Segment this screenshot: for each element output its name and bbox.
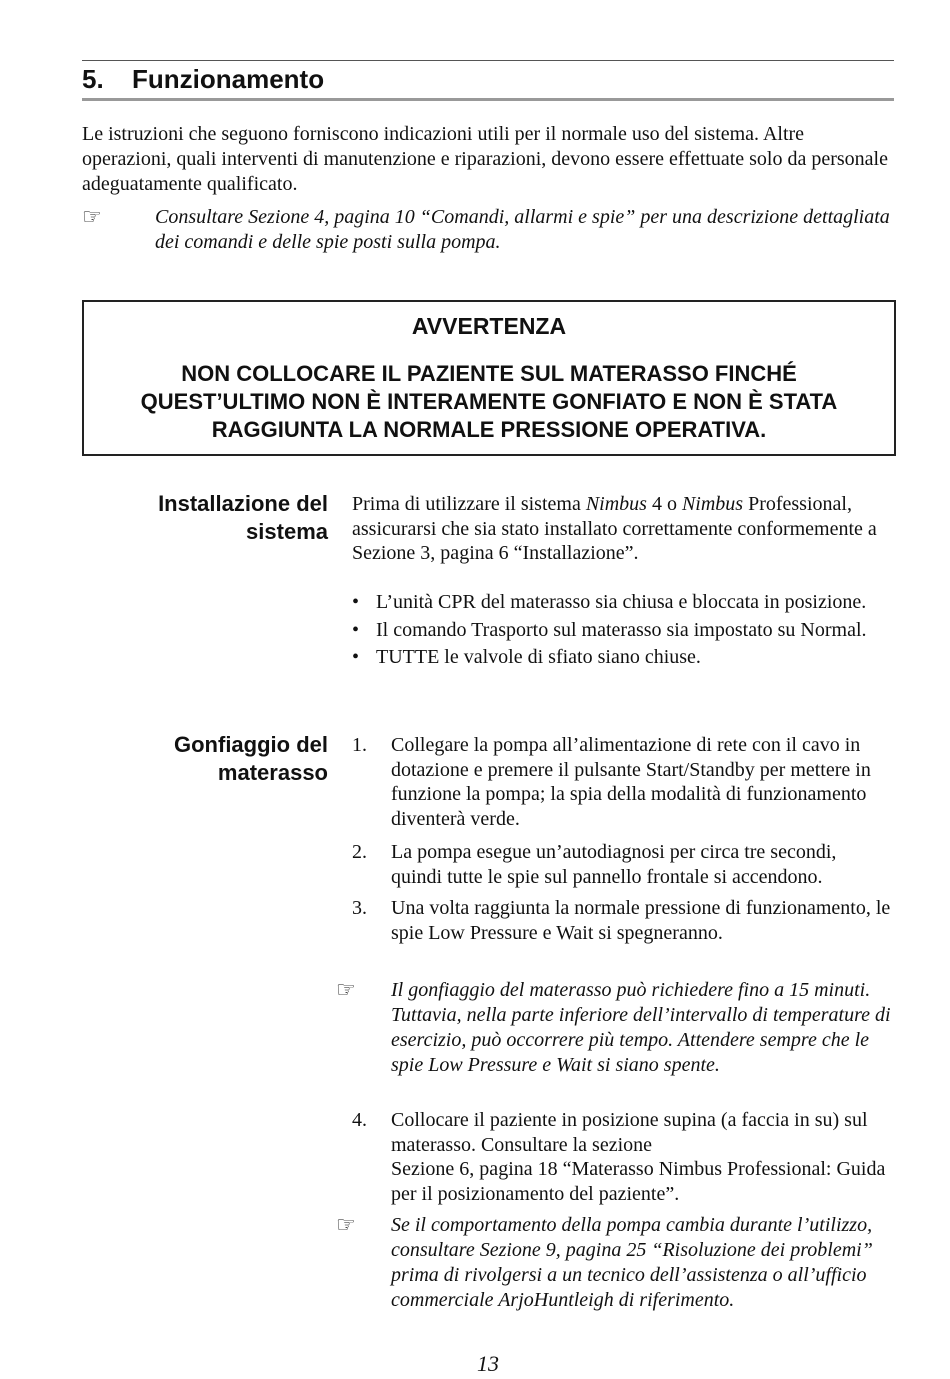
installation-paragraph xyxy=(352,492,892,566)
step-text xyxy=(391,1108,892,1206)
text-run: Professional, assicurarsi che sia stato installato correttamente conformemente a xyxy=(352,493,877,540)
list-item-text: Il comando Trasporto sul materasso sia impostato su Normal. xyxy=(376,618,867,641)
note-troubleshooting xyxy=(336,1213,892,1313)
warning-line: RAGGIUNTA LA NORMALE PRESSIONE OPERATIVA. xyxy=(211,417,767,442)
page-number: 13 xyxy=(477,1351,499,1376)
step-number: 2. xyxy=(352,841,367,863)
list-item xyxy=(352,590,892,615)
section-number: 5. xyxy=(82,64,104,94)
list-item xyxy=(352,645,892,670)
section-reference: Sezione 3, pagina 6 “Installazione”. xyxy=(352,542,639,564)
note-inflation-time xyxy=(336,978,892,1078)
step-item xyxy=(352,896,892,945)
note-description-reference xyxy=(82,205,894,255)
list-item-text: TUTTE le valvole di sfiato siano chiuse. xyxy=(376,646,701,668)
heading-line: materasso xyxy=(217,760,328,785)
note-text: Se il comportamento della pompa cambia durante l’utilizzo, consultare Sezione 9, pagina 25 “Risoluzione dei problemi” prima di rivolgersi a un tecnico dell’assistenza o all’ufficio commerciale ArjoHuntleigh di riferimento. xyxy=(391,1214,873,1311)
header-rule-bottom xyxy=(82,98,894,101)
installation-heading xyxy=(82,490,328,546)
note-text: Consultare Sezione 4, pagina 10 “Comandi, allarmi e spie” per una descrizione dettagliata dei comandi e delle spie posti sulla pompa. xyxy=(155,206,890,253)
section-reference: Sezione 6, pagina 18 “Materasso Nimbus Professional: Guida per il posizionamento del paziente”. xyxy=(391,1158,886,1205)
bullet-icon: • xyxy=(352,646,360,668)
installation-checklist xyxy=(352,590,892,673)
text-run: Collocare il paziente in posizione supina (a faccia in su) sul materasso. Consultare la sezione xyxy=(391,1109,868,1156)
warning-line: NON COLLOCARE IL PAZIENTE SUL MATERASSO FINCHÉ xyxy=(181,361,797,386)
warning-box xyxy=(82,300,896,456)
step-number: 4. xyxy=(352,1109,367,1131)
step-item xyxy=(352,1108,892,1206)
inflation-heading xyxy=(82,731,328,787)
step-text: Collegare la pompa all’alimentazione di rete con il cavo in dotazione e premere il pulsante Start/Standby per mettere in funzione la pompa; la spia della modalità di funzionamento diventerà verde. xyxy=(391,734,871,830)
heading-line: Installazione del xyxy=(158,491,328,516)
section-title: Funzionamento xyxy=(132,64,325,94)
bullet-icon: • xyxy=(352,591,360,613)
product-name: Nimbus xyxy=(681,493,744,515)
list-item-text: L’unità CPR del materasso sia chiusa e bloccata in posizione. xyxy=(376,591,867,613)
pointing-hand-icon: ☞ xyxy=(336,978,356,1003)
step-number: 1. xyxy=(352,734,367,756)
bullet-icon: • xyxy=(352,618,360,641)
header-rule-top xyxy=(82,60,894,61)
pointing-hand-icon: ☞ xyxy=(336,1213,356,1238)
text-run: 4 o xyxy=(646,493,682,515)
warning-text xyxy=(84,360,894,444)
heading-line: Gonfiaggio del xyxy=(174,732,328,757)
warning-title: AVVERTENZA xyxy=(411,313,567,339)
pointing-hand-icon: ☞ xyxy=(82,205,102,230)
note-text: Il gonfiaggio del materasso può richiedere fino a 15 minuti. Tuttavia, nella parte inferiore dell’intervallo di temperature di esercizio, può occorrere più tempo. Attendere sempre che le spie Low Pressure e Wait si siano spente. xyxy=(391,979,891,1076)
step-text: Una volta raggiunta la normale pressione di funzionamento, le spie Low Pressure e Wait si spegneranno. xyxy=(391,897,891,944)
text-run: Prima di utilizzare il sistema xyxy=(352,493,586,515)
step-text: La pompa esegue un’autodiagnosi per circa tre secondi, quindi tutte le spie sul pannello frontale si accendono. xyxy=(391,841,837,888)
list-item xyxy=(352,618,892,643)
step-number: 3. xyxy=(352,897,367,919)
product-name: Nimbus xyxy=(585,493,647,515)
step-item xyxy=(352,840,892,889)
section-heading xyxy=(82,62,324,96)
step-item xyxy=(352,733,892,831)
intro-paragraph: Le istruzioni che seguono forniscono indicazioni utili per il normale uso del sistema. Altre operazioni, quali interventi di manutenzione e riparazioni, devono essere effettuate solo da personale adeguatamente qualificato. xyxy=(82,123,888,195)
heading-line: sistema xyxy=(246,519,328,544)
warning-line: QUEST’ULTIMO NON È INTERAMENTE GONFIATO E NON È STATA xyxy=(140,389,838,414)
